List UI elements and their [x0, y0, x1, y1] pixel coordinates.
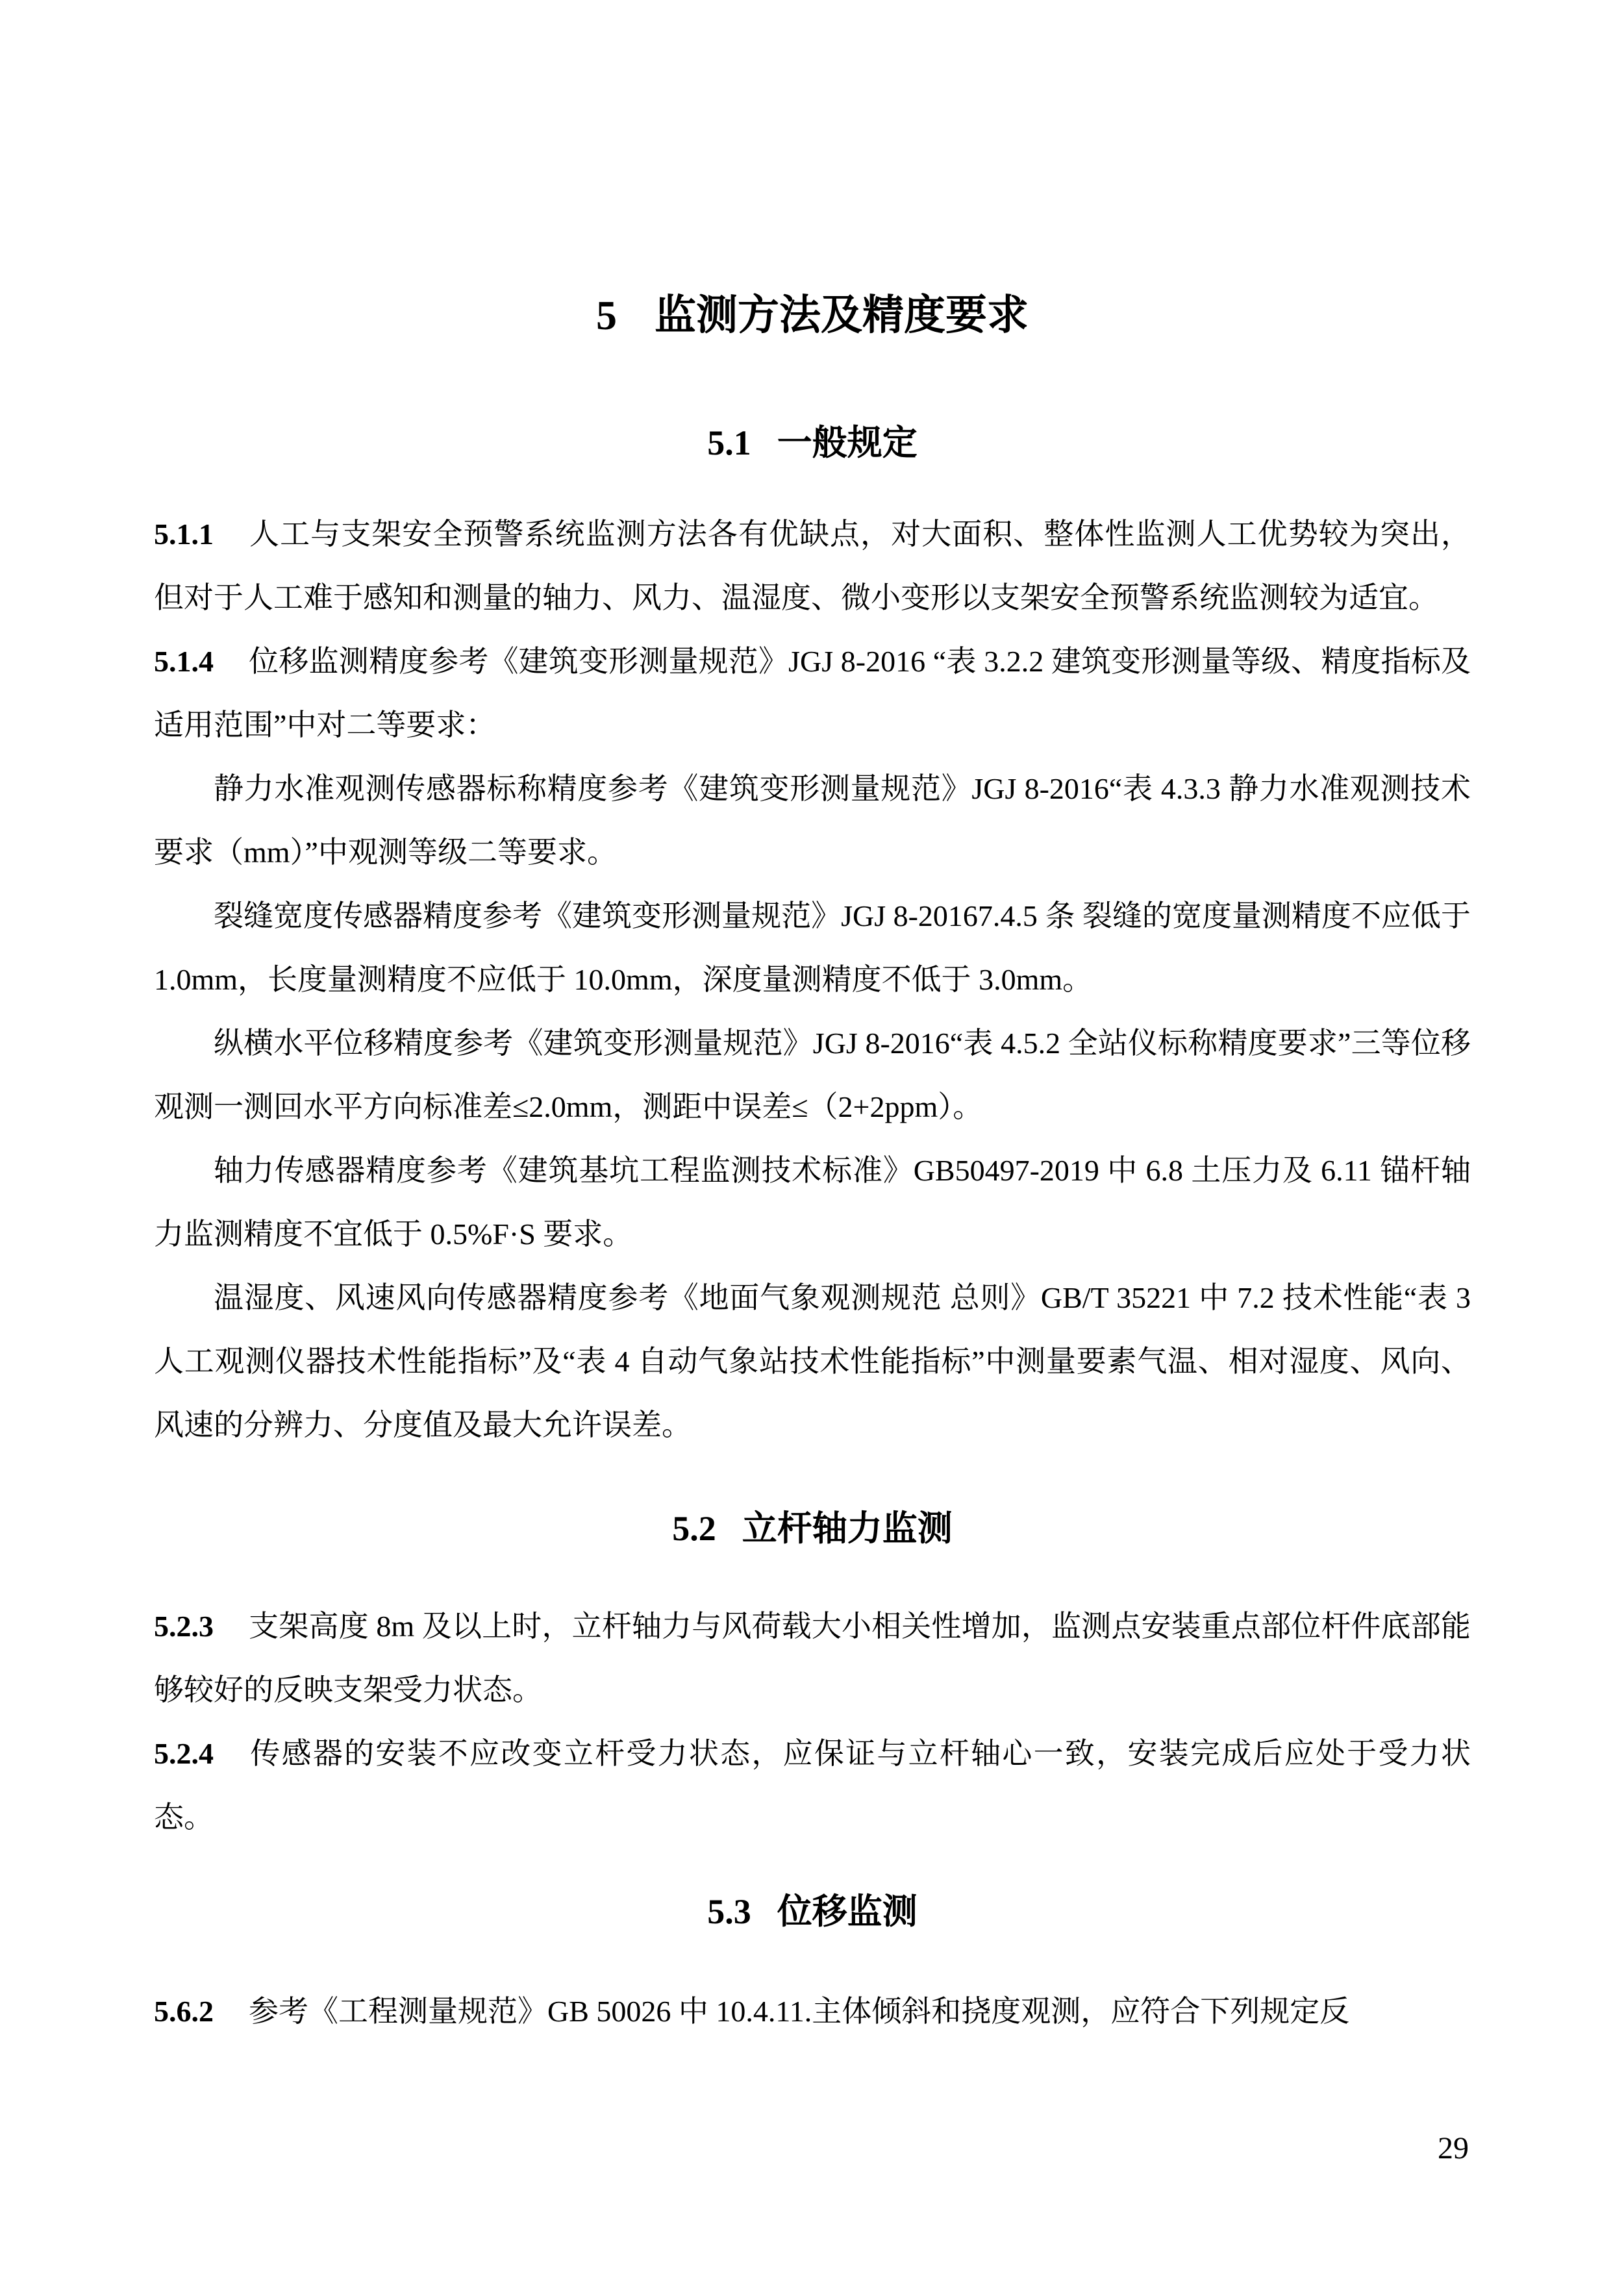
paragraph-weather-sensor-precision — [154, 1266, 1471, 1457]
clause-label: 5.2.4 — [154, 1736, 214, 1770]
clause-label: 5.2.3 — [154, 1609, 214, 1643]
section-number: 5.1 — [707, 423, 751, 463]
clause-label: 5.1.1 — [154, 518, 214, 551]
paragraph-text: 温湿度、风速风向传感器精度参考《地面气象观测规范 总则》GB/T 35221 中 7.2 技术性能“表 3 人工观测仪器技术性能指标”及“表 4 自动气象站技术性能指标”中测量要素气温、相对湿度、风向、风速的分辨力、分度值及最大允许误差。 — [154, 1281, 1471, 1442]
paragraph-crack-sensor-precision — [154, 884, 1471, 1012]
clause-5-2-4 — [154, 1722, 1471, 1849]
clause-text: 位移监测精度参考《建筑变形测量规范》JGJ 8-2016 “表 3.2.2 建筑变形测量等级、精度指标及适用范围”中对二等要求： — [154, 645, 1471, 742]
clause-5-2-3 — [154, 1595, 1471, 1722]
section-heading-5-3 — [154, 1893, 1471, 1930]
clause-5-1-1 — [154, 503, 1471, 630]
paragraph-static-level-precision — [154, 757, 1471, 884]
clause-5-6-2 — [154, 1980, 1471, 2043]
paragraph-text: 纵横水平位移精度参考《建筑变形测量规范》JGJ 8-2016“表 4.5.2 全站仪标称精度要求”三等位移观测一测回水平方向标准差≤2.0mm，测距中误差≤（2+2ppm）。 — [154, 1027, 1471, 1124]
page-number: 29 — [1438, 2131, 1469, 2165]
paragraph-text: 裂缝宽度传感器精度参考《建筑变形测量规范》JGJ 8-20167.4.5 条 裂缝的宽度量测精度不应低于 1.0mm，长度量测精度不应低于 10.0mm，深度量测精度不低于 3.0mm。 — [154, 899, 1471, 997]
clause-label: 5.6.2 — [154, 1994, 214, 2028]
paragraph-text: 静力水准观测传感器标称精度参考《建筑变形测量规范》JGJ 8-2016“表 4.3.3 静力水准观测技术要求（mm）”中观测等级二等要求。 — [154, 772, 1471, 869]
section-title-text: 位移监测 — [777, 1891, 918, 1931]
section-heading-5-2 — [154, 1510, 1471, 1547]
paragraph-text: 轴力传感器精度参考《建筑基坑工程监测技术标准》GB50497-2019 中 6.8 土压力及 6.11 锚杆轴力监测精度不宜低于 0.5%F·S 要求。 — [154, 1154, 1471, 1251]
clause-text: 传感器的安装不应改变立杆受力状态，应保证与立杆轴心一致，安装完成后应处于受力状态。 — [154, 1736, 1471, 1834]
clause-text: 参考《工程测量规范》GB 50026 中 10.4.11.主体倾斜和挠度观测，应符合下列规定反 — [249, 1994, 1350, 2028]
section-number: 5.2 — [672, 1509, 716, 1549]
section-title-text: 立杆轴力监测 — [742, 1509, 953, 1549]
clause-text: 支架高度 8m 及以上时，立杆轴力与风荷载大小相关性增加，监测点安装重点部位杆件底部能够较好的反映支架受力状态。 — [154, 1609, 1471, 1706]
paragraph-horizontal-displacement-precision — [154, 1012, 1471, 1139]
paragraph-axial-force-sensor-precision — [154, 1139, 1471, 1266]
chapter-heading — [154, 293, 1471, 337]
clause-5-1-4 — [154, 630, 1471, 757]
clause-label: 5.1.4 — [154, 645, 214, 679]
chapter-number: 5 — [596, 292, 617, 338]
section-number: 5.3 — [707, 1891, 751, 1931]
section-title-text: 一般规定 — [777, 423, 918, 463]
section-heading-5-1 — [154, 425, 1471, 462]
chapter-title-text: 监测方法及精度要求 — [655, 292, 1029, 338]
clause-text: 人工与支架安全预警系统监测方法各有优缺点，对大面积、整体性监测人工优势较为突出，但对于人工难于感知和测量的轴力、风力、温湿度、微小变形以支架安全预警系统监测较为适宜。 — [154, 518, 1471, 615]
